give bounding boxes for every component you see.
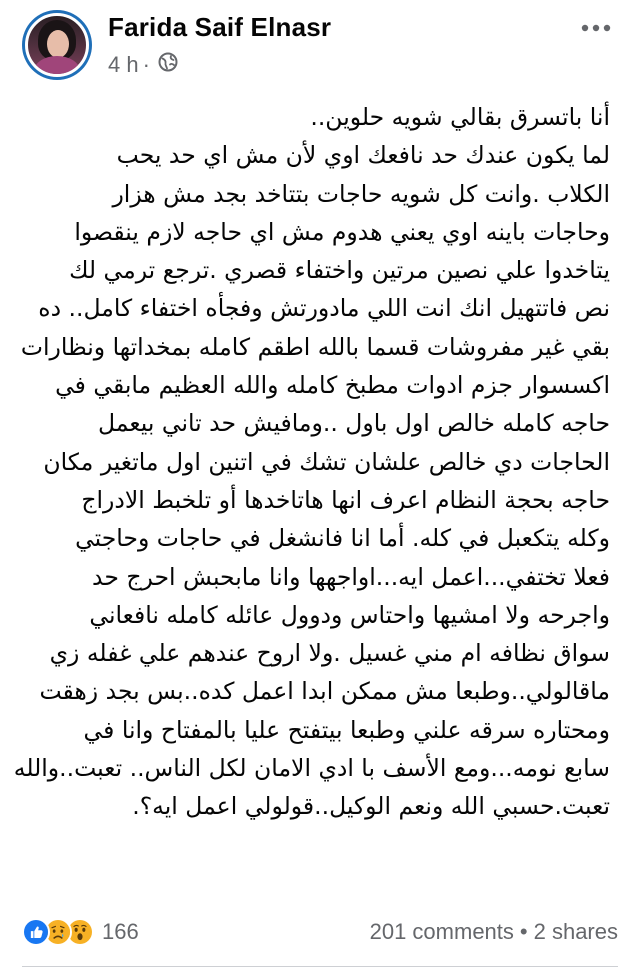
post-text-line: يتاخدوا علي نصين مرتين واختفاء قصري .ترجع ترمي لك — [69, 256, 610, 285]
post-footer — [22, 912, 618, 952]
counts-separator: • — [519, 919, 528, 944]
comments-count[interactable]: 201 comments — [369, 919, 514, 944]
post-text-line: سابع نومه...ومع الأسف با ادي الامان لكل الناس.. تعبت..والله — [13, 754, 610, 783]
post-header — [22, 10, 624, 80]
post-meta — [108, 52, 178, 78]
post-text-line: حاجه بحجة النظام اعرف انها هاتاخدها أو تلخبط الادراج — [81, 485, 610, 514]
footer-divider — [22, 966, 618, 967]
more-horizontal-icon — [581, 24, 611, 32]
post-text-line: الكلاب .وانت كل شويه حاجات بتتاخد بجد مش هزار — [112, 179, 610, 208]
more-options-button[interactable] — [578, 14, 614, 42]
post-text-line: واجرحه ولا امشيها واحتاس ودوول عائله كامله نافعاني — [89, 600, 610, 629]
post-text-line: حاجه كامله خالص اول باول ..ومافيش حد تاني بيعمل — [98, 409, 610, 438]
avatar-body — [34, 56, 80, 77]
shares-count[interactable]: 2 shares — [533, 919, 618, 944]
author-name[interactable]: Farida Saif Elnasr — [108, 12, 332, 42]
post-text — [13, 98, 610, 826]
globe-icon[interactable] — [154, 52, 178, 78]
avatar-face — [47, 30, 69, 58]
engagement-counts — [370, 919, 618, 945]
post-time[interactable]: 4 h — [108, 52, 139, 77]
avatar[interactable] — [22, 10, 92, 80]
post-text-line: نص فاتتهيل انك انت اللي مادورتش وفجأه اختفاء كامل.. ده — [38, 294, 610, 323]
reactions-summary[interactable] — [22, 918, 139, 946]
post-text-line: وحاجات باينه اوي يعني هدوم مش اي حاجه لازم ينقصوا — [74, 217, 610, 246]
post-text-line: فعلا تختفي...اعمل ايه...اواجهها وانا مابحبش احرج حد — [91, 562, 610, 591]
post-text-line: سواق نظافه ام مني غسيل .ولا اروح عندهم علي غفله زي — [49, 639, 610, 668]
post-text-line: بقي غير مفروشات قسما بالله اطقم كامله بمخداتها ونظارات — [20, 332, 610, 361]
post-text-line: ماقالولي..وطبعا مش ممكن ابدا اعمل كده..بس بجد زهقت — [39, 677, 610, 706]
post-text-line: وكله يتكعبل في كله. أما انا فانشغل في حاجات وحاجتي — [75, 524, 610, 553]
meta-separator: · — [142, 52, 150, 77]
reaction-count[interactable]: 166 — [102, 919, 139, 944]
post-text-line: لما يكون عندك حد نافعك اوي لأن مش اي حد يحب — [116, 141, 610, 170]
post-text-line: ومحتاره سرقه علني وطبعا بيتفتح عليا بالمفتاح وانا في — [83, 715, 610, 744]
post-text-line: الحاجات دي خالص علشان تشك في اتنين اول ماتغير مكان — [43, 447, 610, 476]
post-text-line: اكسسوار جزم ادوات مطبخ كامله والله العظيم مابقي في — [55, 371, 610, 400]
like-reaction-icon — [22, 918, 50, 946]
post-text-line: تعبت.حسبي الله ونعم الوكيل..قولولي اعمل ايه؟. — [132, 792, 610, 821]
post-text-line: أنا باتسرق بقالي شويه حلوين.. — [310, 103, 610, 131]
avatar-photo — [25, 13, 89, 77]
